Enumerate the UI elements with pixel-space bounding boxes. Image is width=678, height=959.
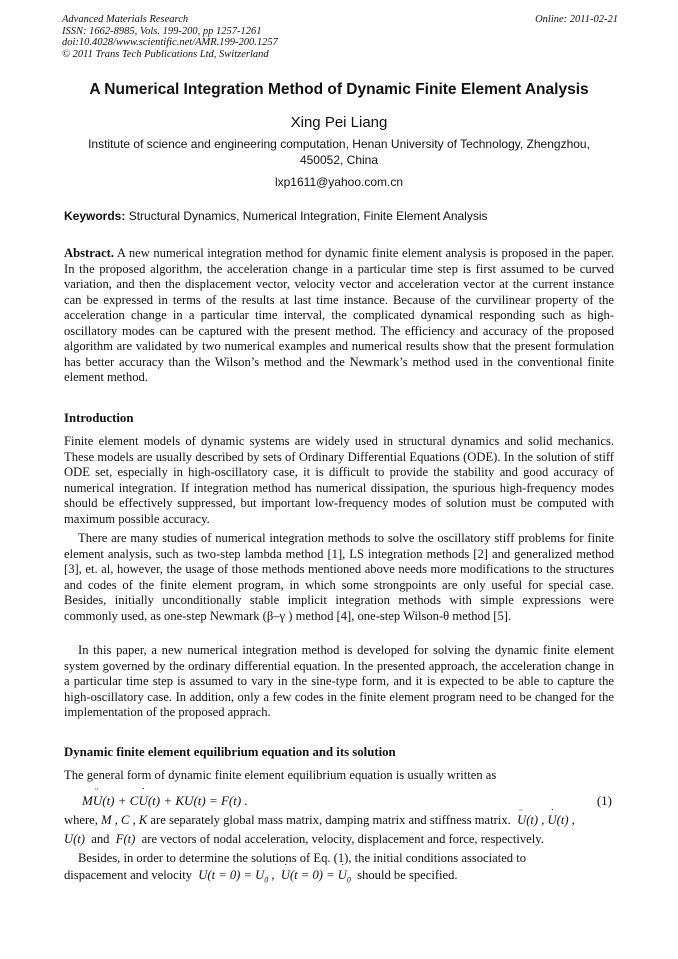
section-2-intro: The general form of dynamic finite element equilibrium equation is usually written as xyxy=(64,768,497,782)
intro-paragraph-2: There are many studies of numerical integration methods to solve the oscillatory stiff problems for finite element analysis, such as two-step lambda method [1], LS integration methods [2] and generalized method [3], et. al, however, the usage of those methods mentioned above needs more modifications to the structures and codes of the finite element program, in which some strongpoints are only useful for special case. Besides, initially unconditionally stable implicit integration methods with simple expressions were commonly used, as one-step Newmark (β–γ ) method [4], one-step Wilson-θ method [5]. xyxy=(64,531,614,623)
intro-paragraph-1: Finite element models of dynamic systems are widely used in structural dynamics and solid mechanics. These models are usually described by sets of Ordinary Differential Equations (ODE). In the solution of stiff ODE set, especially in high-oscillatory case, it is difficult to provide the stability and good accuracy of numerical integration. If integration method has numerical dissipation, the spurious high-frequency modes should be effectively suppressed, but important low-frequency modes of solution must be computed with maximum possible accuracy. xyxy=(64,434,614,526)
paper-title: A Numerical Integration Method of Dynamic Finite Element Analysis xyxy=(89,81,589,98)
keywords-text: Structural Dynamics, Numerical Integration, Finite Element Analysis xyxy=(128,209,488,223)
vector-symbols-1: ¨ U(t) , ˙ U(t) , xyxy=(514,813,575,827)
issn-line: ISSN: 1662-8985, Vols. 199-200, pp 1257-1261 xyxy=(62,25,262,37)
abstract-text: A new numerical integration method for dynamic finite element analysis is proposed in the paper. In the proposed algorithm, the acceleration change in a particular time step is first assumed to be curved variation, and then the displacement vector, velocity vector and acceleration vector at the current instance can be expressed in terms of the results at last time instance. Because of the curvilinear property of the acceleration change in a particular time interval, the complicated dynamical responding such as high-oscillatory modes can be captured with the present method. The efficiency and accuracy of the proposed algorithm are validated by two numerical examples and numerical results show that the present formulation has better accuracy than the Wilson’s method and the Newmark’s method used in the conventional finite element method. xyxy=(64,246,614,385)
where-clause: where, M , C , K are separately global mass matrix, damping matrix and stiffness matrix. ¨ U(t) , ˙ U(t) , xyxy=(64,813,614,829)
equation-number: (1) xyxy=(596,793,612,808)
doi-line: doi:10.4028/www.scientific.net/AMR.199-200.1257 xyxy=(62,37,278,49)
author-name: Xing Pei Liang xyxy=(290,114,388,131)
abstract xyxy=(64,246,614,386)
matrix-symbols: M , C , K xyxy=(101,813,148,827)
initial-conditions-para: Besides, in order to determine the solutions of Eq. (1), the initial conditions associated to xyxy=(78,851,527,865)
initial-conditions-para-cont: dispacement and velocity $U(t = 0) = U_0$ , ˙ U(t = 0) = ˙ $U_0$ should be specified. xyxy=(64,868,614,888)
journal-name: Advanced Materials Research xyxy=(62,14,189,25)
online-date: Online: 2011-02-21 xyxy=(535,14,618,25)
abstract-label: Abstract. xyxy=(64,246,115,260)
initial-condition-equations: $U(t = 0) = U_0$ , ˙ U(t = 0) = ˙ $U_0$ xyxy=(195,868,351,882)
section-2-heading: Dynamic finite element equilibrium equation and its solution xyxy=(64,745,396,759)
intro-paragraph-3: In this paper, a new numerical integration method is developed for solving the dynamic finite element system governed by the ordinary differential equation. In the presented approach, the acceleration change in a particular time step is assumed to vary in the sine-type form, and it is expected to be able to capture the high-oscillatory case. In addition, only a few codes in the finite element program need to be changed for the implementation of the proposed apprach. xyxy=(64,643,614,720)
introduction-heading: Introduction xyxy=(64,411,134,425)
author-email: lxp1611@yahoo.com.cn xyxy=(274,175,404,189)
vector-symbols-2: U(t) xyxy=(64,832,85,846)
where-clause-cont: U(t) and F(t) are vectors of nodal acceleration, velocity, displacement and force, respectively. xyxy=(64,832,544,846)
keywords-label: Keywords: xyxy=(64,209,126,223)
equation-body: M¨ U(t) + C˙ U(t) + KU(t) = F(t) . xyxy=(82,793,248,808)
copyright-line: © 2011 Trans Tech Publications Ltd, Switzerland xyxy=(62,48,269,60)
journal-header xyxy=(62,14,618,60)
equation-1 xyxy=(82,793,612,809)
affiliation: Institute of science and engineering computation, Henan University of Technology, Zhengzhou, 450052, China xyxy=(88,137,590,167)
keywords xyxy=(64,208,620,224)
